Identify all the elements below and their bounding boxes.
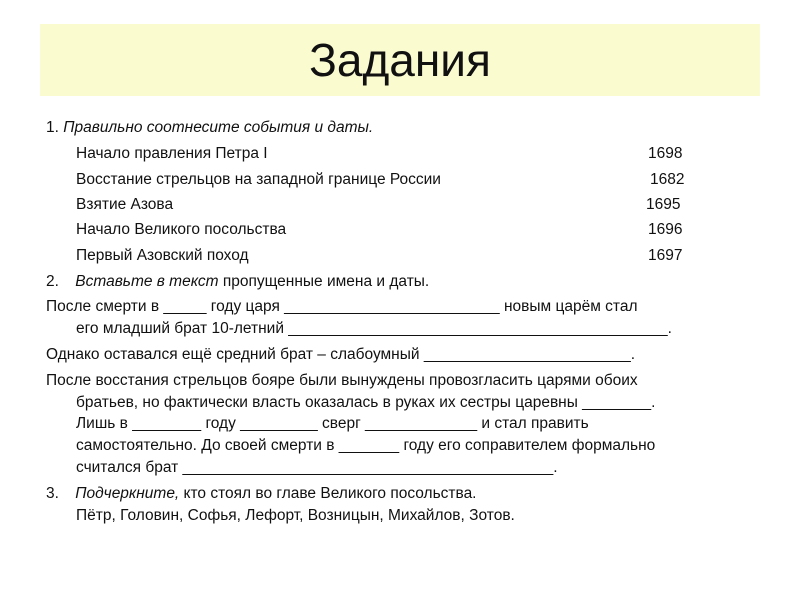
task2-line: Однако оставался ещё средний брат – слабоумный ________________________. (46, 346, 636, 363)
task2-heading-rest: пропущенные имена и даты. (218, 273, 430, 290)
task2-line: После восстания стрельцов бояре были вынуждены провозгласить царями обоих (46, 372, 638, 389)
task2-line: считался брат ___________________________________________. (76, 459, 558, 476)
title-banner (40, 24, 760, 96)
task3-number: 3. (46, 485, 59, 502)
year-item: 1697 (648, 247, 683, 264)
task3-heading-rest: кто стоял во главе Великого посольства. (179, 485, 477, 502)
task2-number: 2. (46, 273, 59, 290)
task3-heading-italic: Подчеркните, (75, 485, 180, 502)
task2-heading (46, 273, 429, 291)
event-item: Взятие Азова (76, 196, 174, 213)
task3-names: Пётр, Головин, Софья, Лефорт, Возницын, Михайлов, Зотов. (76, 507, 515, 524)
year-item: 1695 (646, 196, 681, 213)
year-item: 1698 (648, 145, 683, 162)
task2-line: братьев, но фактически власть оказалась в руках их сестры царевны ________. (76, 394, 656, 411)
task2-heading-italic: Вставьте в текст (75, 273, 219, 290)
task1-heading (46, 119, 373, 137)
task2-line: Лишь в ________ году _________ сверг _____________ и стал править (76, 415, 589, 432)
event-item: Восстание стрельцов на западной границе России (76, 171, 441, 188)
event-item: Первый Азовский поход (76, 247, 249, 264)
year-item: 1696 (648, 221, 683, 238)
task2-line: После смерти в _____ году царя _________________________ новым царём стал (46, 298, 638, 315)
event-item: Начало Великого посольства (76, 221, 287, 238)
event-item: Начало правления Петра I (76, 145, 268, 162)
task2-line: самостоятельно. До своей смерти в _______ году его соправителем формально (76, 437, 656, 454)
task3-heading (46, 485, 477, 503)
task1-number: 1. (46, 119, 59, 136)
page-title: Задания (309, 34, 491, 86)
year-item: 1682 (650, 171, 685, 188)
task1-heading-text: Правильно соотнесите события и даты. (63, 119, 374, 136)
task2-line: его младший брат 10-летний ____________________________________________. (76, 320, 672, 337)
